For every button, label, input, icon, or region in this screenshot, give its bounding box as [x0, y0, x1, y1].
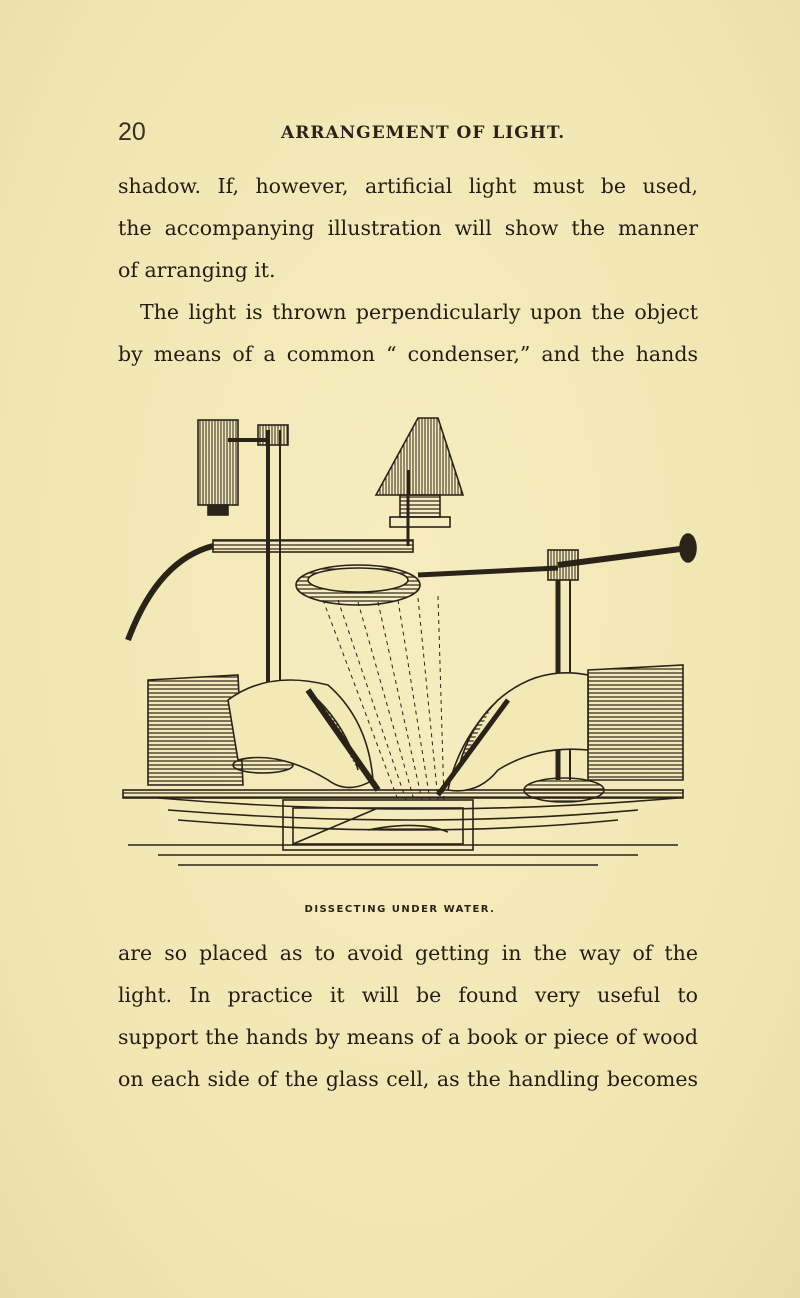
text-line: shadow. If, however, artificial light must be used, [118, 174, 698, 198]
left-hand [228, 680, 378, 790]
text-line: by means of a common “ condenser,” and the hands [118, 342, 698, 366]
text-line: The light is thrown perpendicularly upon the object [140, 300, 698, 324]
right-hand [438, 673, 588, 795]
page-number: 20 [118, 118, 146, 146]
running-head [118, 118, 718, 148]
dissecting-illustration [118, 400, 708, 880]
text-line: on each side of the glass cell, as the handling becomes [118, 1067, 698, 1091]
text-line: are so placed as to avoid getting in the way of the [118, 941, 698, 965]
lamp-shade [376, 418, 463, 527]
glass-cell [283, 800, 473, 850]
hand-rest-right [588, 665, 683, 780]
top-paragraph [118, 165, 698, 375]
running-title: ARRANGEMENT OF LIGHT. [281, 123, 566, 143]
text-line: light. In practice it will be found very useful to [118, 983, 698, 1007]
text-line: support the hands by means of a book or piece of wood [118, 1025, 698, 1049]
bottom-paragraph [118, 932, 698, 1100]
text-line: of arranging it. [118, 258, 276, 282]
text-line: the accompanying illustration will show the manner [118, 216, 698, 240]
figure-caption: DISSECTING UNDER WATER. [304, 904, 496, 915]
